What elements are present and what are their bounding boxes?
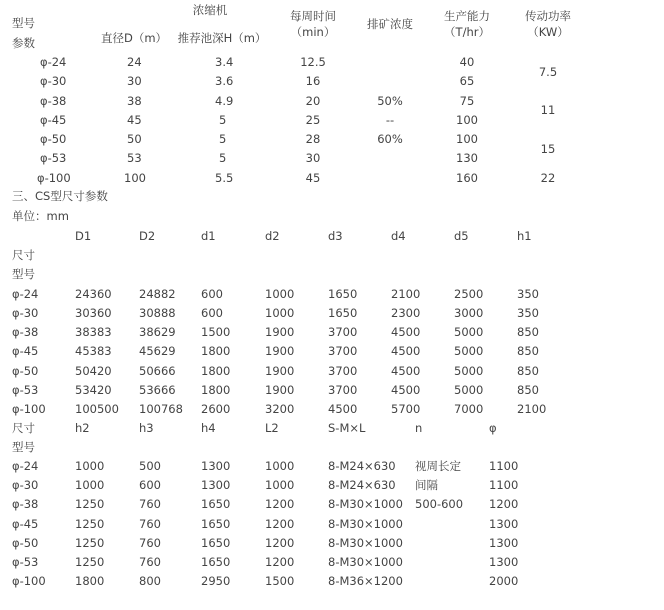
t1-header-time: 每周时间 [290,9,336,23]
t2-cell: 1900 [265,344,295,358]
t2-cell: 5000 [454,364,484,378]
t2-header: d1 [201,229,216,243]
t3-header: h4 [201,421,216,435]
t2-header: D2 [139,229,156,243]
t3-cell: 1200 [489,497,519,511]
t1-diameter: 30 [127,74,142,88]
t1-header-model: 型号 [12,16,35,30]
t2-cell: 1000 [265,287,295,301]
t2-model: φ-30 [12,306,39,320]
t3-cell: 1000 [265,478,295,492]
t3-n-note: 500-600 [415,497,464,511]
t2-model: φ-100 [12,402,46,416]
t1-capacity: 100 [456,113,478,127]
t3-cell: 1500 [265,574,295,588]
t1-depth: 5 [219,132,227,146]
t1-depth: 5 [219,113,227,127]
t2-cell: 850 [517,383,539,397]
t2-cell: 850 [517,364,539,378]
t3-cell: 1300 [201,459,231,473]
t1-capacity: 100 [456,132,478,146]
t2-cell: 7000 [454,402,484,416]
t3-corner-size: 尺寸 [12,421,35,435]
t2-model: φ-53 [12,383,39,397]
t1-time: 45 [305,171,321,185]
t2-cell: 45629 [139,344,176,358]
t1-discharge-value: 60% [377,132,403,146]
t3-n-note: 视周长定 [415,459,461,473]
t2-header: d2 [265,229,280,243]
t3-cell: 1250 [75,536,105,550]
t1-diameter: 45 [127,113,142,127]
t1-power-value: 15 [540,142,556,156]
t2-cell: 600 [201,287,223,301]
t2-model: φ-38 [12,325,39,339]
t2-cell: 3700 [328,364,358,378]
t3-cell: 8-M36×1200 [328,574,403,588]
t2-cell: 1500 [201,325,231,339]
t2-cell: 24882 [139,287,176,301]
t2-cell: 53420 [75,383,112,397]
t3-cell: 1650 [201,517,231,531]
t1-depth: 5 [219,151,227,165]
t1-header-power: 传动功率 [525,9,571,23]
t1-model: φ-45 [40,113,67,127]
t1-discharge-value: 50% [377,94,403,108]
t1-header-depth: 推荐池深H（m） [177,31,267,45]
t3-cell: 1300 [489,517,519,531]
t3-cell: 1200 [265,555,295,569]
t3-cell: 2950 [201,574,231,588]
t3-header: L2 [265,421,279,435]
t1-depth: 3.4 [215,55,234,69]
t1-diameter: 100 [124,171,146,185]
t2-cell: 24360 [75,287,112,301]
t3-model: φ-45 [12,517,39,531]
t2-cell: 2500 [454,287,484,301]
t3-cell: 1650 [201,497,231,511]
t2-cell: 30360 [75,306,112,320]
t2-model: φ-45 [12,344,39,358]
t1-model: φ-53 [40,151,67,165]
t1-diameter: 50 [127,132,142,146]
t3-header: h2 [75,421,90,435]
t2-cell: 1900 [265,383,295,397]
t3-cell: 8-M24×630 [328,478,396,492]
t2-cell: 5000 [454,325,484,339]
t2-cell: 4500 [391,325,421,339]
t3-cell: 1000 [75,459,105,473]
t1-model: φ-30 [40,74,67,88]
t3-cell: 1250 [75,517,105,531]
t1-depth: 5.5 [215,171,234,185]
t1-capacity: 75 [459,94,475,108]
t3-cell: 1650 [201,555,231,569]
t3-cell: 1200 [265,517,295,531]
t2-cell: 850 [517,344,539,358]
t2-cell: 350 [517,306,539,320]
t2-cell: 50420 [75,364,112,378]
t2-cell: 5000 [454,383,484,397]
t3-model: φ-38 [12,497,39,511]
t1-model: φ-100 [37,171,71,185]
t3-cell: 1300 [489,536,519,550]
t3-cell: 8-M30×1000 [328,517,403,531]
t2-cell: 3700 [328,325,358,339]
t2-cell: 45383 [75,344,112,358]
t3-cell: 1300 [201,478,231,492]
t3-cell: 800 [139,574,161,588]
t3-n-note: 间隔 [415,478,438,492]
t1-capacity: 40 [459,55,475,69]
t3-cell: 500 [139,459,161,473]
t1-header-capacity: 生产能力 [444,9,490,23]
t3-cell: 8-M24×630 [328,459,396,473]
t3-cell: 1200 [265,536,295,550]
unit-label: 单位：mm [12,209,69,223]
t2-cell: 3000 [454,306,484,320]
t2-cell: 4500 [391,344,421,358]
t1-header-time-unit: （min） [290,25,336,39]
t3-cell: 1200 [265,497,295,511]
t1-time: 20 [305,94,321,108]
t2-cell: 2600 [201,402,231,416]
t1-time: 12.5 [300,55,326,69]
t2-cell: 1900 [265,325,295,339]
t3-cell: 1800 [75,574,105,588]
t3-cell: 1300 [489,555,519,569]
t2-cell: 38629 [139,325,176,339]
t3-cell: 8-M30×1000 [328,555,403,569]
t1-header-capacity-unit: （T/hr） [444,25,490,39]
t2-cell: 38383 [75,325,112,339]
t2-cell: 3200 [265,402,295,416]
t2-cell: 850 [517,325,539,339]
t3-cell: 1250 [75,497,105,511]
t2-header: d3 [328,229,343,243]
t1-header-diameter: 直径D（m） [100,31,168,45]
t3-model: φ-50 [12,536,39,550]
t2-cell: 4500 [391,383,421,397]
t1-header-param: 参数 [12,36,35,50]
t3-header: S-M×L [328,421,366,435]
t2-cell: 2100 [391,287,421,301]
t2-header: d4 [391,229,406,243]
t3-model: φ-100 [12,574,46,588]
t3-cell: 760 [139,497,161,511]
t2-cell: 5700 [391,402,421,416]
t2-corner-size: 尺寸 [12,248,35,262]
t3-cell: 760 [139,517,161,531]
t1-time: 28 [305,132,321,146]
t1-power-value: 11 [540,103,556,117]
t3-cell: 1650 [201,536,231,550]
t3-cell: 1100 [489,478,519,492]
t2-cell: 3700 [328,344,358,358]
t2-cell: 350 [517,287,539,301]
t2-cell: 50666 [139,364,176,378]
t3-cell: 8-M30×1000 [328,497,403,511]
t3-cell: 2000 [489,574,519,588]
t3-header: h3 [139,421,154,435]
t3-header: φ [489,421,497,435]
t3-cell: 760 [139,536,161,550]
t2-cell: 1650 [328,287,358,301]
t3-model: φ-53 [12,555,39,569]
t2-header: d5 [454,229,469,243]
t2-cell: 1900 [265,364,295,378]
t1-model: φ-38 [40,94,67,108]
t3-cell: 1250 [75,555,105,569]
t2-cell: 4500 [391,364,421,378]
t2-header: D1 [75,229,92,243]
t1-model: φ-24 [40,55,67,69]
t1-depth: 4.9 [215,94,234,108]
t3-header: n [415,421,423,435]
t1-header-power-unit: （KW） [527,25,569,39]
t1-diameter: 24 [127,55,142,69]
t1-time: 16 [305,74,321,88]
t1-diameter: 53 [127,151,142,165]
t1-discharge-value: -- [385,113,395,127]
t2-cell: 1800 [201,383,231,397]
t1-model: φ-50 [40,132,67,146]
t1-time: 25 [305,113,321,127]
t3-model: φ-24 [12,459,39,473]
t2-cell: 2100 [517,402,547,416]
section-title: 三、CS型尺寸参数 [12,189,108,203]
t1-power-value: 7.5 [538,65,558,79]
t2-cell: 4500 [328,402,358,416]
t2-cell: 1800 [201,344,231,358]
t2-cell: 1650 [328,306,358,320]
t1-header-thickener: 浓缩机 [192,3,228,17]
t2-cell: 1800 [201,364,231,378]
t2-cell: 30888 [139,306,176,320]
t1-header-discharge: 排矿浓度 [367,17,413,31]
t3-cell: 1000 [265,459,295,473]
t1-capacity: 130 [456,151,478,165]
t2-header: h1 [517,229,532,243]
t1-time: 30 [305,151,321,165]
t2-cell: 5000 [454,344,484,358]
t3-cell: 760 [139,555,161,569]
t2-cell: 100500 [75,402,119,416]
t3-model: φ-30 [12,478,39,492]
t3-cell: 600 [139,478,161,492]
t2-cell: 2300 [391,306,421,320]
t1-power-value: 22 [540,171,556,185]
t2-model: φ-50 [12,364,39,378]
t2-model: φ-24 [12,287,39,301]
t3-cell: 8-M30×1000 [328,536,403,550]
t2-cell: 600 [201,306,223,320]
t3-cell: 1000 [75,478,105,492]
t2-cell: 100768 [139,402,183,416]
t2-cell: 1000 [265,306,295,320]
t2-corner-model: 型号 [12,267,35,281]
t1-capacity: 65 [459,74,475,88]
t1-capacity: 160 [456,171,478,185]
t2-cell: 3700 [328,383,358,397]
t3-corner-model: 型号 [12,440,35,454]
t1-depth: 3.6 [215,74,234,88]
t1-diameter: 38 [127,94,142,108]
t2-cell: 53666 [139,383,176,397]
t3-cell: 1100 [489,459,519,473]
